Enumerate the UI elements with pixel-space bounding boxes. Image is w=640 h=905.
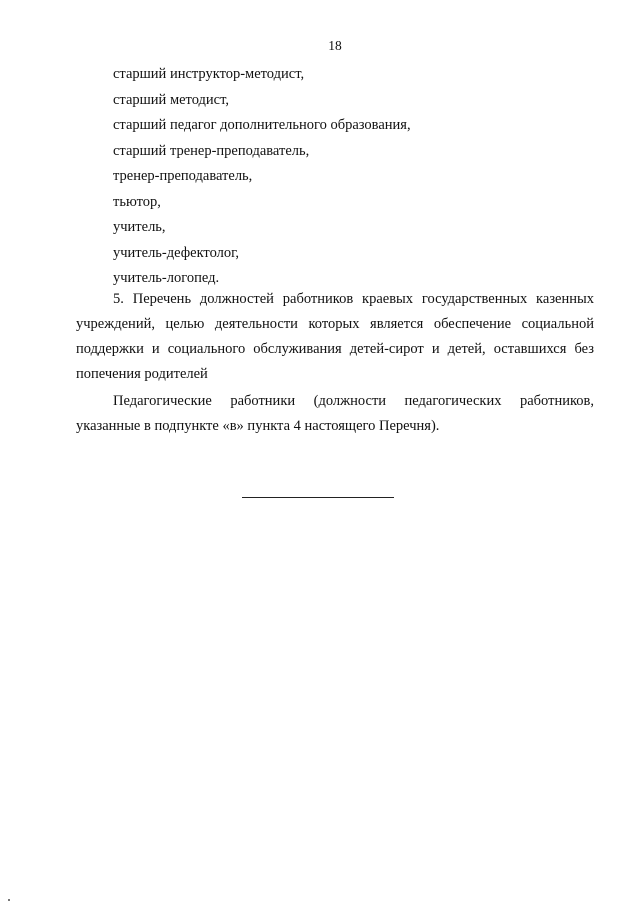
list-item: старший инструктор-методист, (113, 66, 305, 82)
scan-speck (8, 899, 10, 901)
list-item: старший методист, (113, 91, 229, 108)
list-item: старший тренер-преподаватель, (113, 142, 310, 159)
page-number: 18 (328, 38, 342, 53)
list-item: учитель-дефектолог, (113, 244, 240, 261)
list-item: учитель, (113, 219, 166, 235)
positions-list (113, 62, 593, 292)
pedagogical-workers-paragraph: Педагогические работники (должности педагогических работников, указанные в подпункте «в» пункта 4 настоящего Перечня). (76, 393, 594, 434)
list-item: старший педагог дополнительного образования, (113, 117, 411, 133)
list-item: тренер-преподаватель, (113, 168, 253, 184)
list-item: учитель-логопед. (113, 270, 220, 286)
end-of-document-rule (242, 497, 394, 498)
section-5-paragraph: 5. Перечень должностей работников краевых государственных казенных учреждений, целью деятельности которых является обеспечение социальной поддержки и социального обслуживания детей-сирот и детей, оставшихся без попечения родителей (76, 291, 594, 382)
list-item: тьютор, (113, 193, 161, 210)
